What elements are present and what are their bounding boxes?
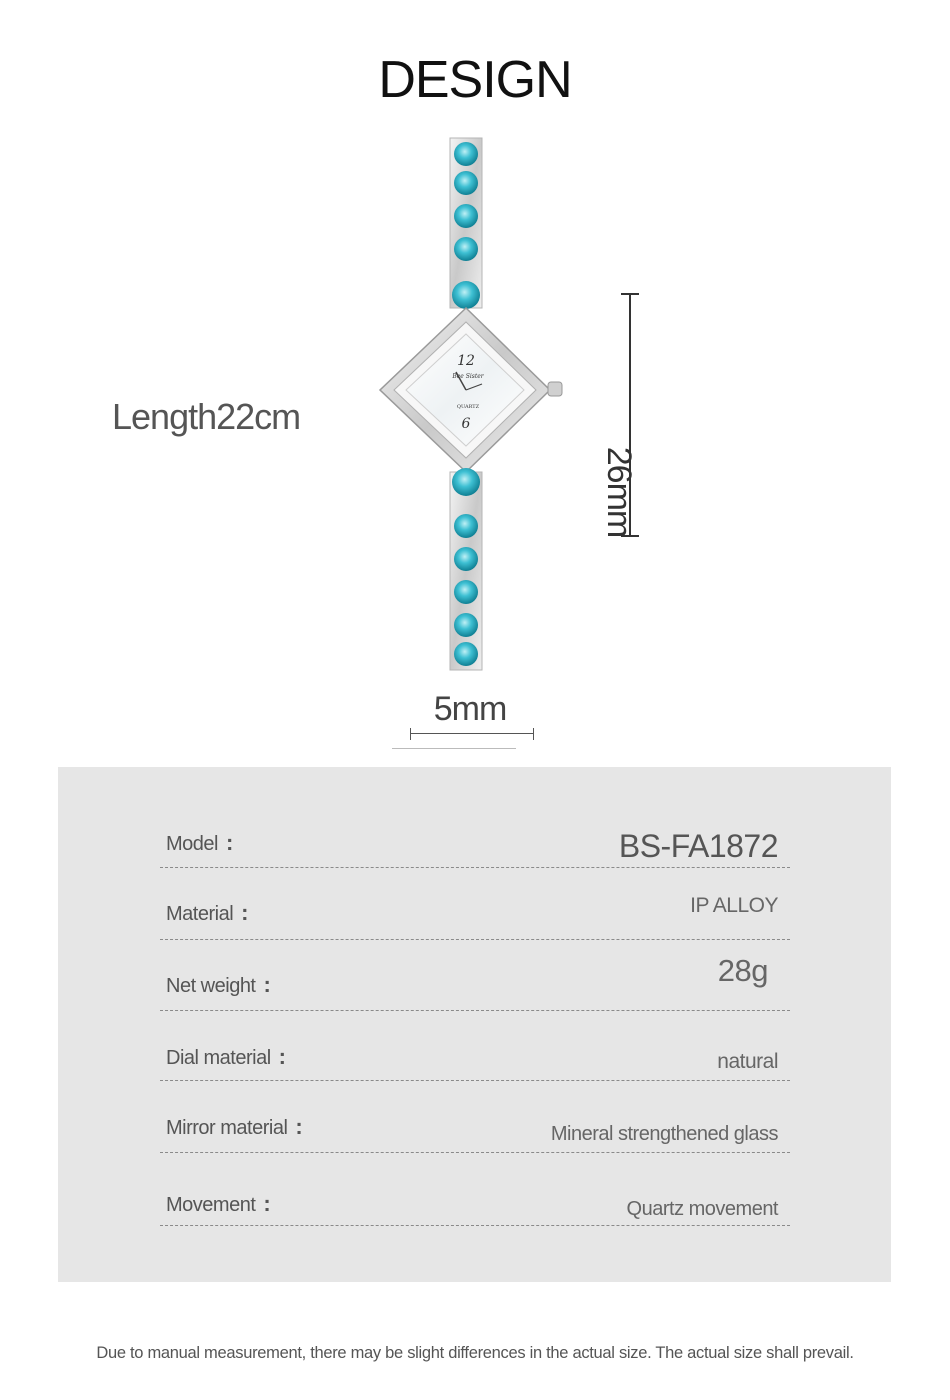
spec-label: Material — [166, 903, 234, 925]
spec-value: natural — [717, 1050, 778, 1073]
watch-illustration — [360, 130, 580, 680]
spec-value: 28g — [717, 953, 768, 988]
spec-label: Mirror material — [166, 1117, 288, 1139]
dial-brand: Bee Sister — [452, 373, 484, 380]
spec-row-dial-material: Dial material : natural — [160, 1010, 790, 1081]
width-dimension-underline — [392, 748, 516, 749]
footer-disclaimer: Due to manual measurement, there may be slight differences in the actual size. The actual size shall prevail. — [96, 1344, 854, 1362]
spec-row-material: Material : IP ALLOY — [160, 869, 790, 940]
spec-value: Quartz movement — [626, 1198, 778, 1220]
page-title: DESIGN — [378, 51, 572, 109]
spec-label: Model — [166, 833, 218, 855]
watch-case — [380, 308, 562, 472]
dial-numeral-6: 6 — [461, 416, 471, 432]
spec-row-movement: Movement : Quartz movement — [160, 1155, 790, 1226]
spec-row-model: Model : BS-FA1872 — [160, 797, 790, 868]
spec-row-net-weight: Net weight : 28g — [160, 940, 790, 1011]
dial-quartz: QUARTZ — [456, 404, 480, 410]
width-dimension-label: 5mm — [433, 690, 507, 728]
lower-strap — [450, 468, 482, 670]
spec-row-mirror-material: Mirror material : Mineral strengthened glass — [160, 1082, 790, 1153]
width-dimension-line — [410, 728, 534, 740]
length-label: Length22cm — [112, 396, 301, 437]
spec-label: Net weight — [166, 975, 256, 997]
spec-label: Movement — [166, 1194, 256, 1216]
spec-value: Mineral strengthened glass — [550, 1123, 778, 1145]
spec-value: IP ALLOY — [690, 894, 778, 917]
upper-strap — [450, 138, 482, 309]
spec-panel — [58, 767, 891, 1282]
spec-label: Dial material — [166, 1047, 271, 1069]
dial-numeral-12: 12 — [457, 353, 475, 369]
spec-value: BS-FA1872 — [618, 828, 778, 864]
height-dimension-label: 26mm — [600, 446, 638, 538]
